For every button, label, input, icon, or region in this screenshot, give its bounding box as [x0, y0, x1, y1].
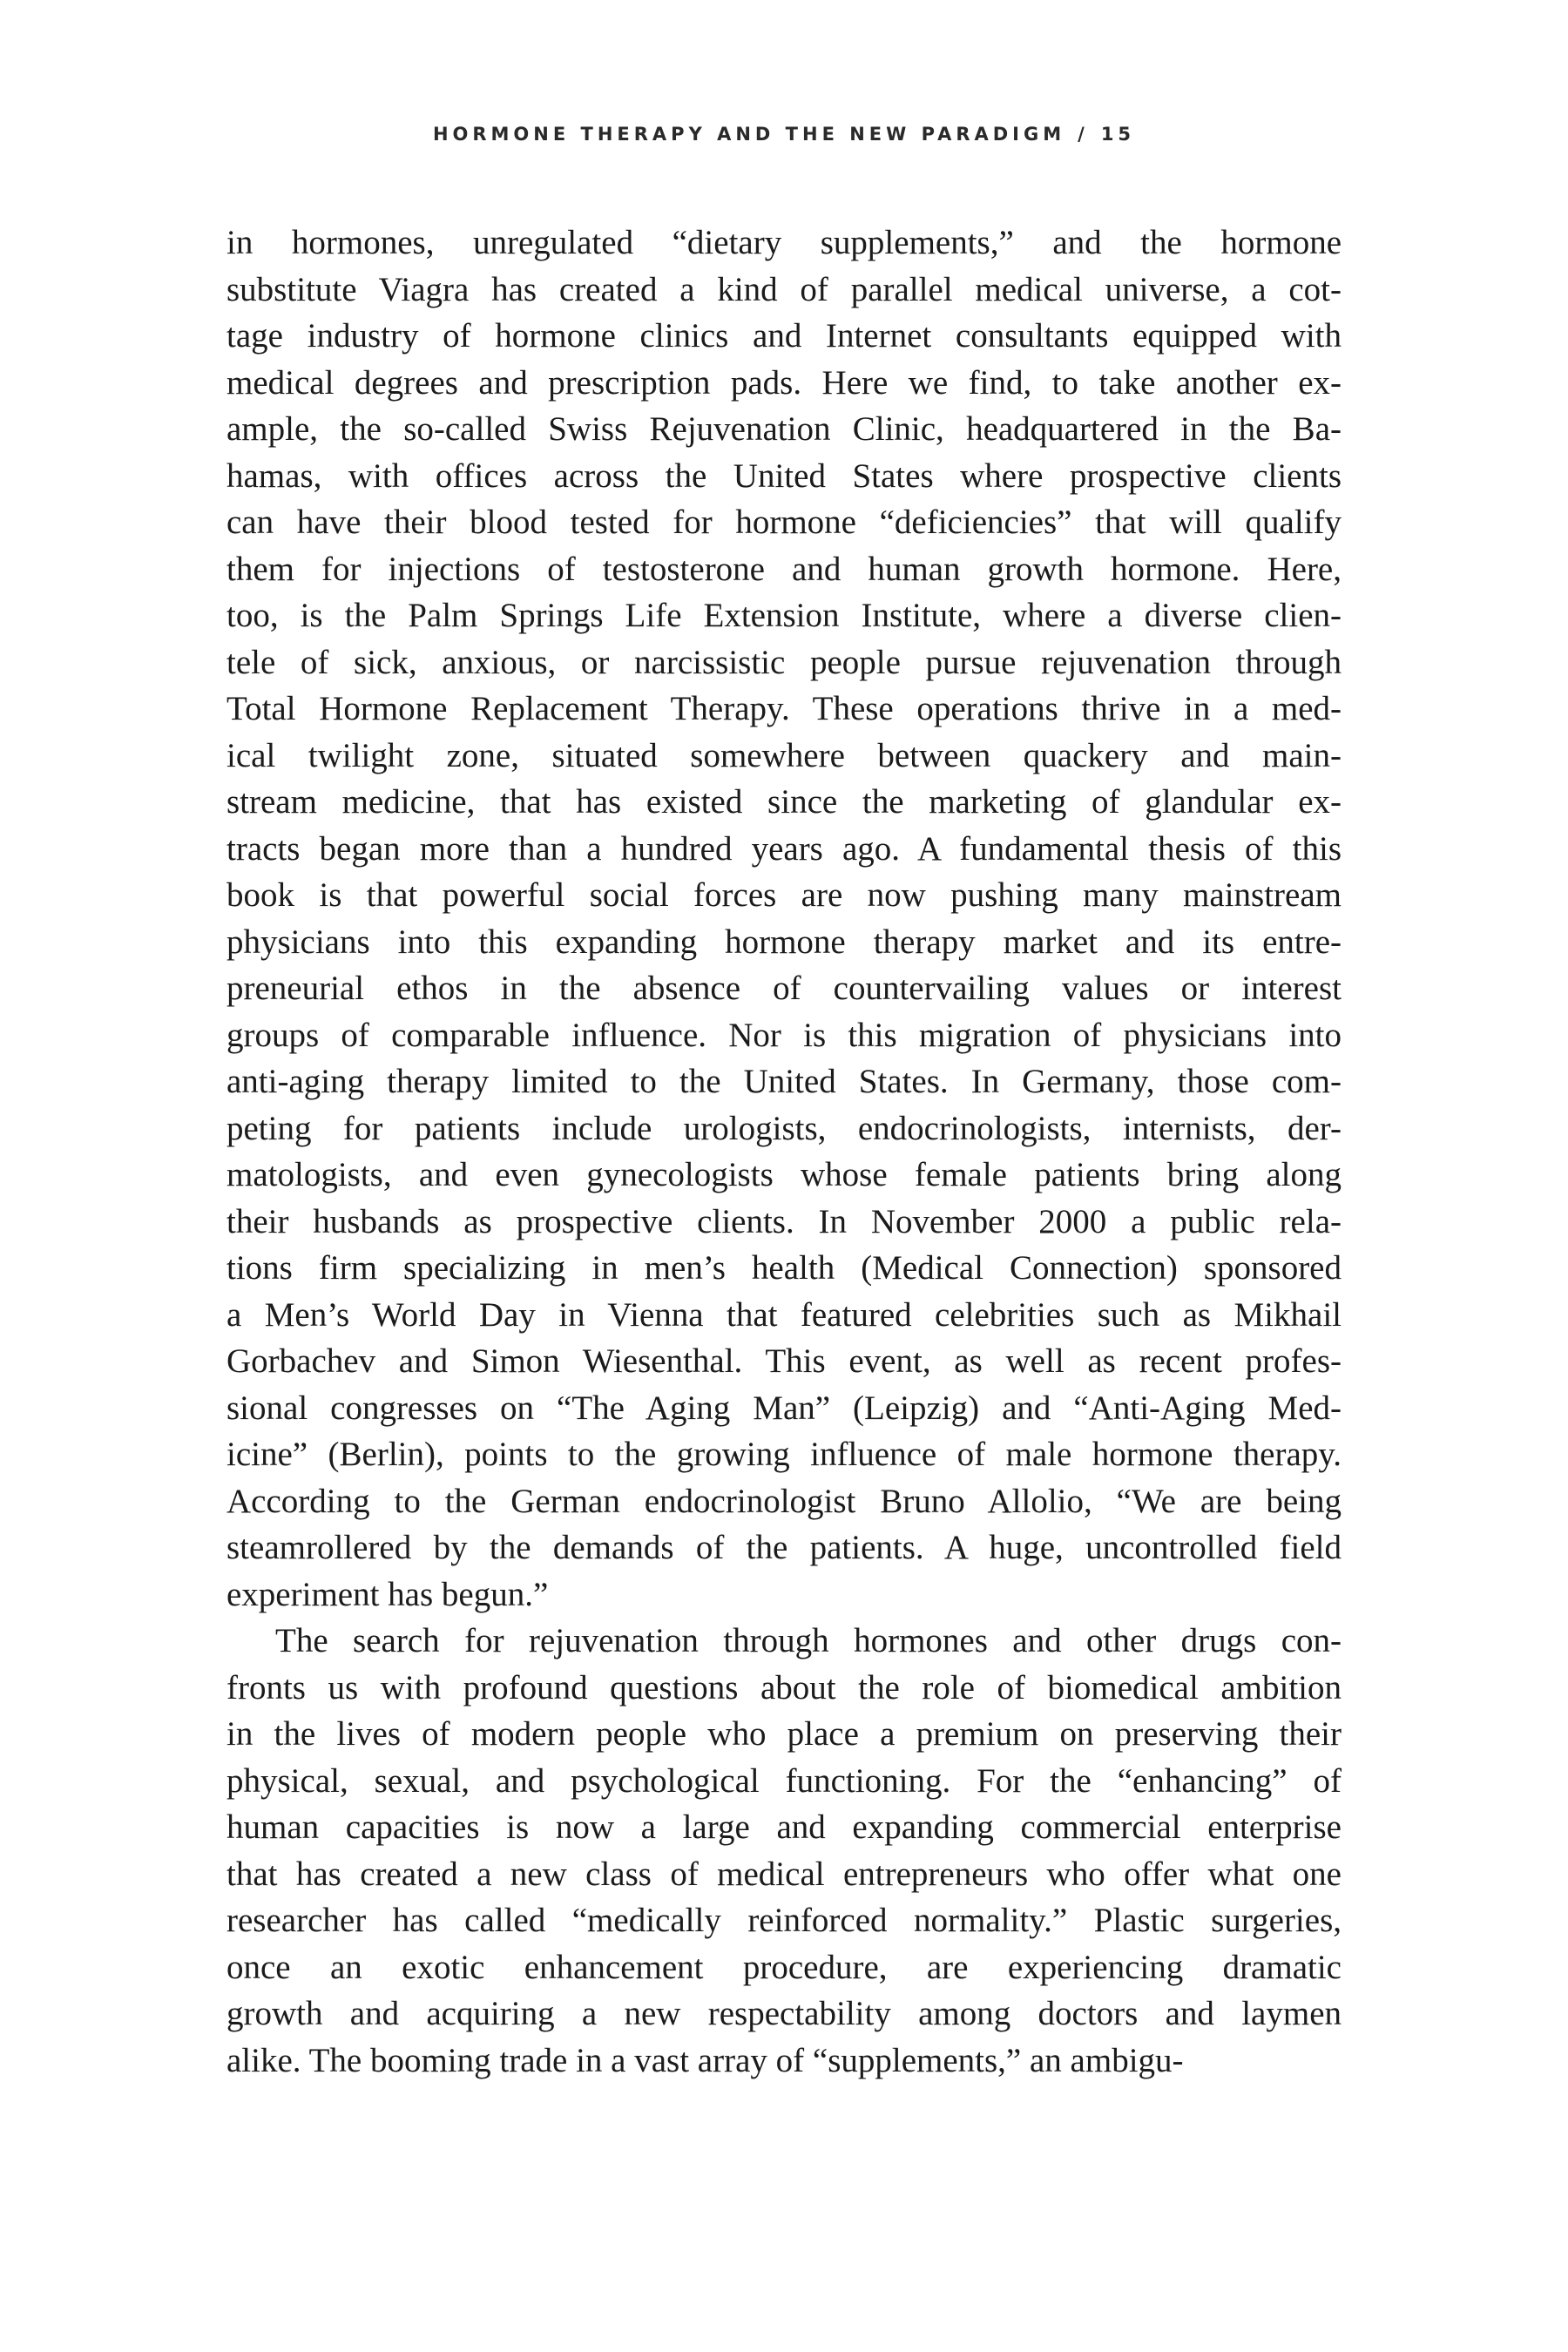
- text-line: too, is the Palm Springs Life Extension Institute, where a diverse clien-: [226, 597, 1342, 634]
- paragraph: [226, 220, 1342, 1618]
- text-line: growth and acquiring a new respectability among doctors and laymen: [226, 1995, 1342, 2032]
- text-line: ample, the so-called Swiss Rejuvenation Clinic, headquartered in the Ba-: [226, 410, 1342, 448]
- text-line: in hormones, unregulated “dietary supplements,” and the hormone: [226, 224, 1342, 261]
- text-line: a Men’s World Day in Vienna that featured celebrities such as Mikhail: [226, 1295, 1342, 1334]
- paragraph: [226, 1618, 1342, 2084]
- text-line: hamas, with offices across the United States where prospective clients: [226, 456, 1342, 495]
- text-line: icine” (Berlin), points to the growing influence of male hormone therapy.: [226, 1436, 1342, 1473]
- text-line: sional congresses on “The Aging Man” (Leipzig) and “Anti-Aging Med-: [226, 1389, 1342, 1427]
- running-head-title: HORMONE THERAPY AND THE NEW PARADIGM: [432, 124, 1066, 145]
- text-line: physicians into this expanding hormone therapy market and its entre-: [226, 923, 1342, 961]
- text-line: their husbands as prospective clients. In November 2000 a public rela-: [226, 1202, 1342, 1240]
- running-head-separator: /: [1078, 124, 1089, 145]
- text-line: peting for patients include urologists, endocrinologists, internists, der-: [226, 1109, 1342, 1147]
- text-line: human capacities is now a large and expanding commercial enterprise: [226, 1808, 1342, 1846]
- text-line: can have their blood tested for hormone “deficiencies” that will qualify: [226, 504, 1342, 541]
- text-line: stream medicine, that has existed since the marketing of glandular ex-: [226, 783, 1342, 821]
- text-line: once an exotic enhancement procedure, are experiencing dramatic: [226, 1948, 1342, 1986]
- text-line: experiment has begun.”: [226, 1575, 549, 1613]
- text-line: preneurial ethos in the absence of countervailing values or interest: [226, 970, 1342, 1007]
- text-line: physical, sexual, and psychological functioning. For the “enhancing” of: [226, 1761, 1342, 1800]
- text-line: alike. The booming trade in a vast array of “supplements,” an ambigu-: [226, 2041, 1184, 2079]
- text-line: anti-aging therapy limited to the United States. In Germany, those com-: [226, 1063, 1342, 1100]
- body-text: [226, 220, 1342, 2084]
- text-line: medical degrees and prescription pads. Here we find, to take another ex-: [226, 363, 1342, 402]
- text-line: tele of sick, anxious, or narcissistic people pursue rejuvenation through: [226, 643, 1342, 681]
- text-line: researcher has called “medically reinforced normality.” Plastic surgeries,: [226, 1902, 1342, 1939]
- text-line: book is that powerful social forces are now pushing many mainstream: [226, 876, 1342, 914]
- text-line: According to the German endocrinologist Bruno Allolio, “We are being: [226, 1482, 1342, 1520]
- page-number: 15: [1100, 124, 1136, 145]
- text-line: them for injections of testosterone and human growth hormone. Here,: [226, 550, 1342, 588]
- text-line: Total Hormone Replacement Therapy. These operations thrive in a med-: [226, 690, 1342, 727]
- text-line: tracts began more than a hundred years ago. A fundamental thesis of this: [226, 829, 1342, 868]
- text-line: steamrollered by the demands of the patients. A huge, uncontrolled field: [226, 1529, 1342, 1566]
- text-line: The search for rejuvenation through hormones and other drugs con-: [275, 1622, 1342, 1659]
- text-line: in the lives of modern people who place a premium on preserving their: [226, 1715, 1342, 1753]
- text-line: tions firm specializing in men’s health (Medical Connection) sponsored: [226, 1249, 1342, 1287]
- text-line: Gorbachev and Simon Wiesenthal. This event, as well as recent profes-: [226, 1342, 1342, 1380]
- text-line: tage industry of hormone clinics and Internet consultants equipped with: [226, 317, 1342, 355]
- text-line: that has created a new class of medical entrepreneurs who offer what one: [226, 1855, 1342, 1893]
- text-line: substitute Viagra has created a kind of parallel medical universe, a cot-: [226, 270, 1342, 308]
- text-line: matologists, and even gynecologists whose female patients bring along: [226, 1156, 1342, 1193]
- text-line: groups of comparable influence. Nor is this migration of physicians into: [226, 1016, 1342, 1054]
- text-line: fronts us with profound questions about the role of biomedical ambition: [226, 1668, 1342, 1707]
- running-head: [226, 124, 1342, 145]
- text-line: ical twilight zone, situated somewhere between quackery and main-: [226, 736, 1342, 774]
